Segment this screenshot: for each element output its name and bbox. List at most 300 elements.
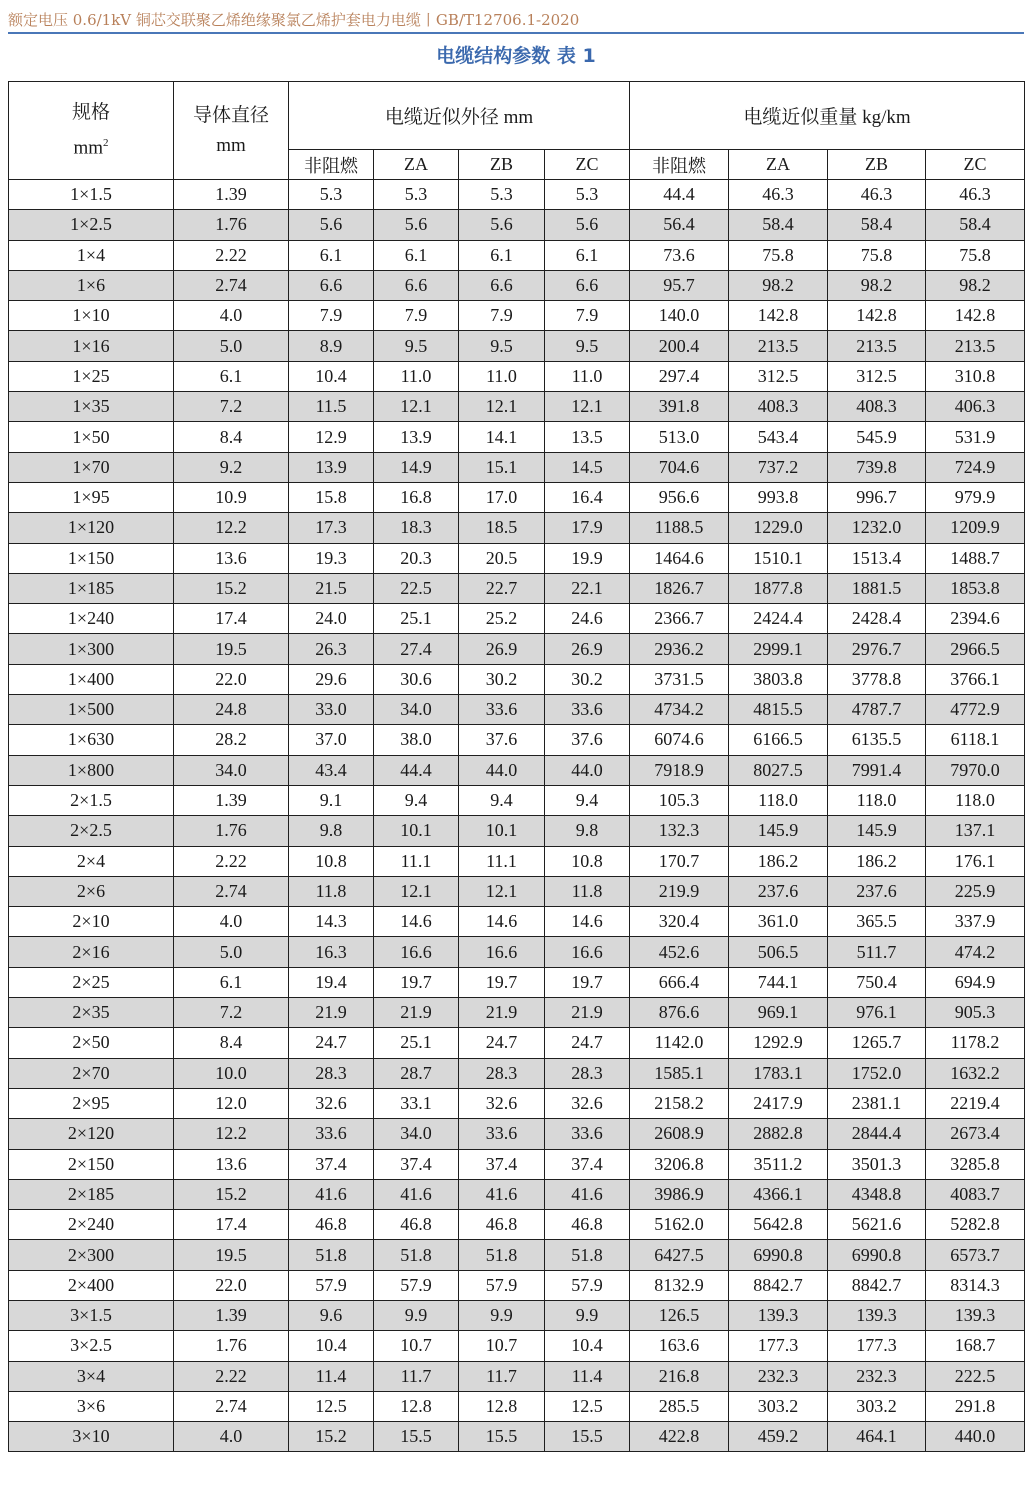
spec-cell: 1×300 bbox=[9, 634, 174, 664]
table-row bbox=[9, 270, 1025, 300]
od-za-cell: 46.8 bbox=[374, 1210, 459, 1240]
od-plain-cell: 17.3 bbox=[289, 513, 374, 543]
wt-zc-cell: 142.8 bbox=[926, 301, 1025, 331]
wt-zc-cell: 406.3 bbox=[926, 392, 1025, 422]
wt-za-cell: 8027.5 bbox=[729, 755, 828, 785]
wt-zc-cell: 291.8 bbox=[926, 1391, 1025, 1421]
wt-za-cell: 1877.8 bbox=[729, 573, 828, 603]
table-row bbox=[9, 422, 1025, 452]
wt-plain-cell: 1826.7 bbox=[630, 573, 729, 603]
conductor-diameter-cell: 13.6 bbox=[174, 1149, 289, 1179]
od-zc-cell: 33.6 bbox=[545, 695, 630, 725]
od-zb-cell: 33.6 bbox=[459, 1119, 545, 1149]
wt-zb-cell: 213.5 bbox=[828, 331, 926, 361]
wt-zb-cell: 408.3 bbox=[828, 392, 926, 422]
wt-za-cell: 3803.8 bbox=[729, 664, 828, 694]
spec-cell: 2×300 bbox=[9, 1240, 174, 1270]
od-plain-cell: 6.1 bbox=[289, 240, 374, 270]
wt-za-cell: 744.1 bbox=[729, 967, 828, 997]
od-zb-cell: 12.8 bbox=[459, 1391, 545, 1421]
wt-zc-cell: 724.9 bbox=[926, 452, 1025, 482]
table-row bbox=[9, 785, 1025, 815]
conductor-diameter-cell: 2.74 bbox=[174, 270, 289, 300]
od-zb-cell: 16.6 bbox=[459, 937, 545, 967]
wt-za-cell: 186.2 bbox=[729, 846, 828, 876]
conductor-diameter-cell: 7.2 bbox=[174, 392, 289, 422]
table-row bbox=[9, 664, 1025, 694]
spec-cell: 1×120 bbox=[9, 513, 174, 543]
wt-zb-cell: 4348.8 bbox=[828, 1179, 926, 1209]
od-zb-cell: 44.0 bbox=[459, 755, 545, 785]
table-row bbox=[9, 725, 1025, 755]
table-row bbox=[9, 361, 1025, 391]
od-zc-cell: 32.6 bbox=[545, 1088, 630, 1118]
conductor-diameter-cell: 8.4 bbox=[174, 1028, 289, 1058]
od-zc-cell: 16.4 bbox=[545, 482, 630, 512]
od-plain-cell: 9.8 bbox=[289, 816, 374, 846]
table-row bbox=[9, 1088, 1025, 1118]
wt-za-cell: 408.3 bbox=[729, 392, 828, 422]
wt-zb-cell: 3778.8 bbox=[828, 664, 926, 694]
od-za-cell: 10.1 bbox=[374, 816, 459, 846]
od-zb-cell: 26.9 bbox=[459, 634, 545, 664]
od-za-cell: 37.4 bbox=[374, 1149, 459, 1179]
spec-unit-superscript: 2 bbox=[103, 136, 109, 149]
wt-zb-cell: 2844.4 bbox=[828, 1119, 926, 1149]
od-zb-cell: 5.3 bbox=[459, 180, 545, 210]
table-row bbox=[9, 482, 1025, 512]
wt-za-cell: 8842.7 bbox=[729, 1270, 828, 1300]
od-plain-cell: 51.8 bbox=[289, 1240, 374, 1270]
od-zb-cell: 33.6 bbox=[459, 695, 545, 725]
od-plain-cell: 19.4 bbox=[289, 967, 374, 997]
wt-zc-cell: 5282.8 bbox=[926, 1210, 1025, 1240]
od-za-cell: 57.9 bbox=[374, 1270, 459, 1300]
od-zc-cell: 9.8 bbox=[545, 816, 630, 846]
conductor-diameter-cell: 24.8 bbox=[174, 695, 289, 725]
wt-zc-cell: 1209.9 bbox=[926, 513, 1025, 543]
wt-za-cell: 6166.5 bbox=[729, 725, 828, 755]
wt-plain-cell: 285.5 bbox=[630, 1391, 729, 1421]
od-plain-cell: 5.6 bbox=[289, 210, 374, 240]
spec-cell: 2×185 bbox=[9, 1179, 174, 1209]
od-zc-cell: 11.0 bbox=[545, 361, 630, 391]
conductor-diameter-cell: 12.0 bbox=[174, 1088, 289, 1118]
wt-zc-cell: 7970.0 bbox=[926, 755, 1025, 785]
wt-zc-cell: 118.0 bbox=[926, 785, 1025, 815]
wt-zb-cell: 1881.5 bbox=[828, 573, 926, 603]
wt-za-cell: 312.5 bbox=[729, 361, 828, 391]
od-za-cell: 11.1 bbox=[374, 846, 459, 876]
wt-zc-cell: 75.8 bbox=[926, 240, 1025, 270]
spec-header-unit bbox=[9, 128, 173, 163]
wt-zc-cell: 2673.4 bbox=[926, 1119, 1025, 1149]
table-row bbox=[9, 1361, 1025, 1391]
od-plain-cell: 14.3 bbox=[289, 907, 374, 937]
conductor-diameter-cell: 2.74 bbox=[174, 876, 289, 906]
wt-plain-cell: 126.5 bbox=[630, 1300, 729, 1330]
od-za-cell: 20.3 bbox=[374, 543, 459, 573]
table-row bbox=[9, 998, 1025, 1028]
table-row bbox=[9, 1270, 1025, 1300]
od-zb-cell: 25.2 bbox=[459, 604, 545, 634]
conductor-diameter-cell: 12.2 bbox=[174, 513, 289, 543]
od-zc-cell: 24.6 bbox=[545, 604, 630, 634]
wt-zb-cell: 312.5 bbox=[828, 361, 926, 391]
wt-za-cell: 98.2 bbox=[729, 270, 828, 300]
wt-plain-cell: 200.4 bbox=[630, 331, 729, 361]
spec-unit-text: mm bbox=[73, 137, 104, 159]
od-plain-cell: 9.1 bbox=[289, 785, 374, 815]
od-za-cell: 41.6 bbox=[374, 1179, 459, 1209]
wt-plain-cell: 320.4 bbox=[630, 907, 729, 937]
conductor-diameter-cell: 19.5 bbox=[174, 634, 289, 664]
od-plain-cell: 29.6 bbox=[289, 664, 374, 694]
spec-cell: 2×4 bbox=[9, 846, 174, 876]
od-zb-cell: 11.7 bbox=[459, 1361, 545, 1391]
spec-cell: 1×10 bbox=[9, 301, 174, 331]
wt-zb-cell: 303.2 bbox=[828, 1391, 926, 1421]
od-zc-cell: 33.6 bbox=[545, 1119, 630, 1149]
od-za-cell: 19.7 bbox=[374, 967, 459, 997]
od-za-cell: 7.9 bbox=[374, 301, 459, 331]
od-zc-cell: 5.3 bbox=[545, 180, 630, 210]
conductor-header-unit: mm bbox=[216, 134, 246, 156]
od-zb-cell: 32.6 bbox=[459, 1088, 545, 1118]
wt-za-cell: 1783.1 bbox=[729, 1058, 828, 1088]
spec-cell: 2×35 bbox=[9, 998, 174, 1028]
wt-zb-cell: 996.7 bbox=[828, 482, 926, 512]
wt-za-cell: 737.2 bbox=[729, 452, 828, 482]
od-zb-cell: 15.5 bbox=[459, 1422, 545, 1452]
wt-plain-cell: 105.3 bbox=[630, 785, 729, 815]
spec-cell: 1×150 bbox=[9, 543, 174, 573]
spec-cell: 2×1.5 bbox=[9, 785, 174, 815]
od-zc-cell: 12.1 bbox=[545, 392, 630, 422]
wt-zc-cell: 1853.8 bbox=[926, 573, 1025, 603]
wt-zb-cell: 177.3 bbox=[828, 1331, 926, 1361]
wt-plain-cell: 1585.1 bbox=[630, 1058, 729, 1088]
conductor-diameter-cell: 15.2 bbox=[174, 1179, 289, 1209]
od-plain-cell: 11.4 bbox=[289, 1361, 374, 1391]
od-plain-cell: 12.5 bbox=[289, 1391, 374, 1421]
wt-za-cell: 145.9 bbox=[729, 816, 828, 846]
conductor-diameter-cell: 5.0 bbox=[174, 937, 289, 967]
wt-zc-cell: 310.8 bbox=[926, 361, 1025, 391]
wt-zc-cell: 213.5 bbox=[926, 331, 1025, 361]
od-za-cell: 30.6 bbox=[374, 664, 459, 694]
od-za-cell: 34.0 bbox=[374, 695, 459, 725]
wt-plain-cell: 2936.2 bbox=[630, 634, 729, 664]
wt-za-cell: 232.3 bbox=[729, 1361, 828, 1391]
spec-cell: 1×70 bbox=[9, 452, 174, 482]
wt-zb-cell: 1265.7 bbox=[828, 1028, 926, 1058]
spec-cell: 1×25 bbox=[9, 361, 174, 391]
conductor-diameter-cell: 1.76 bbox=[174, 816, 289, 846]
spec-column-header bbox=[9, 82, 174, 180]
od-zc-cell: 41.6 bbox=[545, 1179, 630, 1209]
conductor-diameter-cell: 1.76 bbox=[174, 210, 289, 240]
spec-cell: 1×95 bbox=[9, 482, 174, 512]
wt-za-cell: 177.3 bbox=[729, 1331, 828, 1361]
od-plain-cell: 8.9 bbox=[289, 331, 374, 361]
od-plain-cell: 13.9 bbox=[289, 452, 374, 482]
wt-plain-cell: 56.4 bbox=[630, 210, 729, 240]
conductor-diameter-cell: 17.4 bbox=[174, 604, 289, 634]
od-zb-cell: 9.5 bbox=[459, 331, 545, 361]
od-za-cell: 14.9 bbox=[374, 452, 459, 482]
conductor-diameter-cell: 17.4 bbox=[174, 1210, 289, 1240]
od-za-cell: 11.7 bbox=[374, 1361, 459, 1391]
wt-zc-cell: 98.2 bbox=[926, 270, 1025, 300]
od-za-cell: 5.6 bbox=[374, 210, 459, 240]
od-za-cell: 12.8 bbox=[374, 1391, 459, 1421]
spec-cell: 3×2.5 bbox=[9, 1331, 174, 1361]
od-zb-cell: 22.7 bbox=[459, 573, 545, 603]
wt-plain-cell: 132.3 bbox=[630, 816, 729, 846]
od-za-cell: 12.1 bbox=[374, 876, 459, 906]
wt-zc-cell: 905.3 bbox=[926, 998, 1025, 1028]
od-plain-cell: 24.7 bbox=[289, 1028, 374, 1058]
wt-za-cell: 75.8 bbox=[729, 240, 828, 270]
od-zb-cell: 5.6 bbox=[459, 210, 545, 240]
conductor-diameter-cell: 28.2 bbox=[174, 725, 289, 755]
wt-zb-cell: 2381.1 bbox=[828, 1088, 926, 1118]
wt-plain-cell: 4734.2 bbox=[630, 695, 729, 725]
od-zc-cell: 14.6 bbox=[545, 907, 630, 937]
wt-zc-cell: 2219.4 bbox=[926, 1088, 1025, 1118]
od-zb-cell: 9.9 bbox=[459, 1300, 545, 1330]
table-row bbox=[9, 634, 1025, 664]
wt-za-cell: 46.3 bbox=[729, 180, 828, 210]
od-plain-cell: 37.0 bbox=[289, 725, 374, 755]
od-zb-cell: 12.1 bbox=[459, 876, 545, 906]
od-zb-cell: 10.7 bbox=[459, 1331, 545, 1361]
wt-plain-cell: 956.6 bbox=[630, 482, 729, 512]
wt-zb-cell: 976.1 bbox=[828, 998, 926, 1028]
wt-za-cell: 142.8 bbox=[729, 301, 828, 331]
od-zc-cell: 15.5 bbox=[545, 1422, 630, 1452]
wt-plain-cell: 1142.0 bbox=[630, 1028, 729, 1058]
wt-zb-cell: 1513.4 bbox=[828, 543, 926, 573]
od-za-cell: 21.9 bbox=[374, 998, 459, 1028]
wt-plain-cell: 8132.9 bbox=[630, 1270, 729, 1300]
wt-zb-cell: 1232.0 bbox=[828, 513, 926, 543]
od-plain-cell: 5.3 bbox=[289, 180, 374, 210]
od-zc-cell: 6.1 bbox=[545, 240, 630, 270]
od-plain-cell: 33.6 bbox=[289, 1119, 374, 1149]
od-zc-cell: 5.6 bbox=[545, 210, 630, 240]
spec-cell: 1×35 bbox=[9, 392, 174, 422]
conductor-diameter-cell: 6.1 bbox=[174, 361, 289, 391]
od-zb-cell: 24.7 bbox=[459, 1028, 545, 1058]
od-plain-cell: 12.9 bbox=[289, 422, 374, 452]
wt-zc-cell: 3285.8 bbox=[926, 1149, 1025, 1179]
table-row bbox=[9, 846, 1025, 876]
od-zc-cell: 10.4 bbox=[545, 1331, 630, 1361]
wt-zc-cell: 3766.1 bbox=[926, 664, 1025, 694]
wt-plain-cell: 6074.6 bbox=[630, 725, 729, 755]
od-zb-cell: 18.5 bbox=[459, 513, 545, 543]
od-subheader-2: ZB bbox=[459, 150, 545, 180]
spec-cell: 2×240 bbox=[9, 1210, 174, 1240]
table-row bbox=[9, 301, 1025, 331]
od-zb-cell: 20.5 bbox=[459, 543, 545, 573]
od-za-cell: 38.0 bbox=[374, 725, 459, 755]
wt-zc-cell: 176.1 bbox=[926, 846, 1025, 876]
wt-zb-cell: 6135.5 bbox=[828, 725, 926, 755]
od-za-cell: 18.3 bbox=[374, 513, 459, 543]
wt-subheader-2: ZB bbox=[828, 150, 926, 180]
table-row bbox=[9, 240, 1025, 270]
wt-zc-cell: 1178.2 bbox=[926, 1028, 1025, 1058]
wt-plain-cell: 422.8 bbox=[630, 1422, 729, 1452]
od-plain-cell: 6.6 bbox=[289, 270, 374, 300]
wt-zb-cell: 232.3 bbox=[828, 1361, 926, 1391]
od-zc-cell: 7.9 bbox=[545, 301, 630, 331]
od-plain-cell: 10.4 bbox=[289, 361, 374, 391]
od-zc-cell: 24.7 bbox=[545, 1028, 630, 1058]
table-row bbox=[9, 967, 1025, 997]
od-za-cell: 9.9 bbox=[374, 1300, 459, 1330]
wt-zb-cell: 511.7 bbox=[828, 937, 926, 967]
wt-zb-cell: 5621.6 bbox=[828, 1210, 926, 1240]
od-za-cell: 25.1 bbox=[374, 604, 459, 634]
spec-cell: 2×6 bbox=[9, 876, 174, 906]
od-zc-cell: 22.1 bbox=[545, 573, 630, 603]
wt-zc-cell: 225.9 bbox=[926, 876, 1025, 906]
table-row bbox=[9, 180, 1025, 210]
table-row bbox=[9, 695, 1025, 725]
od-plain-cell: 11.8 bbox=[289, 876, 374, 906]
od-plain-cell: 11.5 bbox=[289, 392, 374, 422]
od-zb-cell: 15.1 bbox=[459, 452, 545, 482]
od-plain-cell: 15.2 bbox=[289, 1422, 374, 1452]
spec-cell: 1×800 bbox=[9, 755, 174, 785]
od-zb-cell: 37.6 bbox=[459, 725, 545, 755]
wt-plain-cell: 7918.9 bbox=[630, 755, 729, 785]
od-plain-cell: 32.6 bbox=[289, 1088, 374, 1118]
wt-zb-cell: 142.8 bbox=[828, 301, 926, 331]
wt-plain-cell: 6427.5 bbox=[630, 1240, 729, 1270]
od-zc-cell: 46.8 bbox=[545, 1210, 630, 1240]
conductor-diameter-cell: 2.22 bbox=[174, 846, 289, 876]
od-plain-cell: 21.9 bbox=[289, 998, 374, 1028]
od-zc-cell: 11.8 bbox=[545, 876, 630, 906]
od-plain-cell: 19.3 bbox=[289, 543, 374, 573]
spec-cell: 2×2.5 bbox=[9, 816, 174, 846]
conductor-diameter-cell: 34.0 bbox=[174, 755, 289, 785]
spec-cell: 1×50 bbox=[9, 422, 174, 452]
od-plain-cell: 26.3 bbox=[289, 634, 374, 664]
wt-zc-cell: 474.2 bbox=[926, 937, 1025, 967]
table-row bbox=[9, 513, 1025, 543]
conductor-diameter-cell: 13.6 bbox=[174, 543, 289, 573]
od-zb-cell: 6.6 bbox=[459, 270, 545, 300]
wt-zb-cell: 145.9 bbox=[828, 816, 926, 846]
wt-zc-cell: 6573.7 bbox=[926, 1240, 1025, 1270]
od-zc-cell: 17.9 bbox=[545, 513, 630, 543]
wt-za-cell: 2882.8 bbox=[729, 1119, 828, 1149]
od-zc-cell: 10.8 bbox=[545, 846, 630, 876]
wt-za-cell: 361.0 bbox=[729, 907, 828, 937]
od-zc-cell: 9.5 bbox=[545, 331, 630, 361]
table-row bbox=[9, 604, 1025, 634]
wt-za-cell: 459.2 bbox=[729, 1422, 828, 1452]
od-za-cell: 6.6 bbox=[374, 270, 459, 300]
spec-cell: 2×10 bbox=[9, 907, 174, 937]
outer-diameter-group-header: 电缆近似外径 mm bbox=[289, 82, 630, 150]
spec-cell: 1×400 bbox=[9, 664, 174, 694]
table-row bbox=[9, 1331, 1025, 1361]
conductor-diameter-cell: 4.0 bbox=[174, 1422, 289, 1452]
table-row bbox=[9, 1210, 1025, 1240]
conductor-diameter-cell: 5.0 bbox=[174, 331, 289, 361]
spec-cell: 1×16 bbox=[9, 331, 174, 361]
wt-zc-cell: 4772.9 bbox=[926, 695, 1025, 725]
wt-zc-cell: 2394.6 bbox=[926, 604, 1025, 634]
wt-plain-cell: 391.8 bbox=[630, 392, 729, 422]
od-za-cell: 22.5 bbox=[374, 573, 459, 603]
spec-cell: 2×150 bbox=[9, 1149, 174, 1179]
wt-zb-cell: 237.6 bbox=[828, 876, 926, 906]
od-zc-cell: 9.9 bbox=[545, 1300, 630, 1330]
od-za-cell: 51.8 bbox=[374, 1240, 459, 1270]
wt-za-cell: 58.4 bbox=[729, 210, 828, 240]
od-zb-cell: 11.1 bbox=[459, 846, 545, 876]
wt-za-cell: 2417.9 bbox=[729, 1088, 828, 1118]
conductor-diameter-cell: 4.0 bbox=[174, 301, 289, 331]
table-row bbox=[9, 1391, 1025, 1421]
wt-zb-cell: 464.1 bbox=[828, 1422, 926, 1452]
spec-cell: 1×185 bbox=[9, 573, 174, 603]
wt-zc-cell: 8314.3 bbox=[926, 1270, 1025, 1300]
wt-zc-cell: 337.9 bbox=[926, 907, 1025, 937]
od-zb-cell: 7.9 bbox=[459, 301, 545, 331]
wt-zc-cell: 1632.2 bbox=[926, 1058, 1025, 1088]
table-row bbox=[9, 210, 1025, 240]
table-row bbox=[9, 755, 1025, 785]
od-subheader-0: 非阻燃 bbox=[289, 150, 374, 180]
wt-zc-cell: 46.3 bbox=[926, 180, 1025, 210]
conductor-header-label: 导体直径 bbox=[192, 104, 269, 126]
od-plain-cell: 46.8 bbox=[289, 1210, 374, 1240]
table-row bbox=[9, 907, 1025, 937]
od-za-cell: 12.1 bbox=[374, 392, 459, 422]
table-row bbox=[9, 1058, 1025, 1088]
od-za-cell: 9.5 bbox=[374, 331, 459, 361]
conductor-diameter-cell: 7.2 bbox=[174, 998, 289, 1028]
wt-plain-cell: 666.4 bbox=[630, 967, 729, 997]
wt-zb-cell: 6990.8 bbox=[828, 1240, 926, 1270]
spec-cell: 2×95 bbox=[9, 1088, 174, 1118]
wt-plain-cell: 1188.5 bbox=[630, 513, 729, 543]
wt-zb-cell: 545.9 bbox=[828, 422, 926, 452]
od-zc-cell: 11.4 bbox=[545, 1361, 630, 1391]
wt-subheader-1: ZA bbox=[729, 150, 828, 180]
od-zc-cell: 57.9 bbox=[545, 1270, 630, 1300]
od-plain-cell: 15.8 bbox=[289, 482, 374, 512]
conductor-diameter-cell: 9.2 bbox=[174, 452, 289, 482]
wt-plain-cell: 95.7 bbox=[630, 270, 729, 300]
conductor-diameter-cell: 1.39 bbox=[174, 1300, 289, 1330]
cable-spec-table bbox=[8, 81, 1025, 1452]
spec-cell: 3×1.5 bbox=[9, 1300, 174, 1330]
wt-za-cell: 1510.1 bbox=[729, 543, 828, 573]
od-za-cell: 14.6 bbox=[374, 907, 459, 937]
conductor-column-header bbox=[174, 82, 289, 180]
od-zc-cell: 44.0 bbox=[545, 755, 630, 785]
